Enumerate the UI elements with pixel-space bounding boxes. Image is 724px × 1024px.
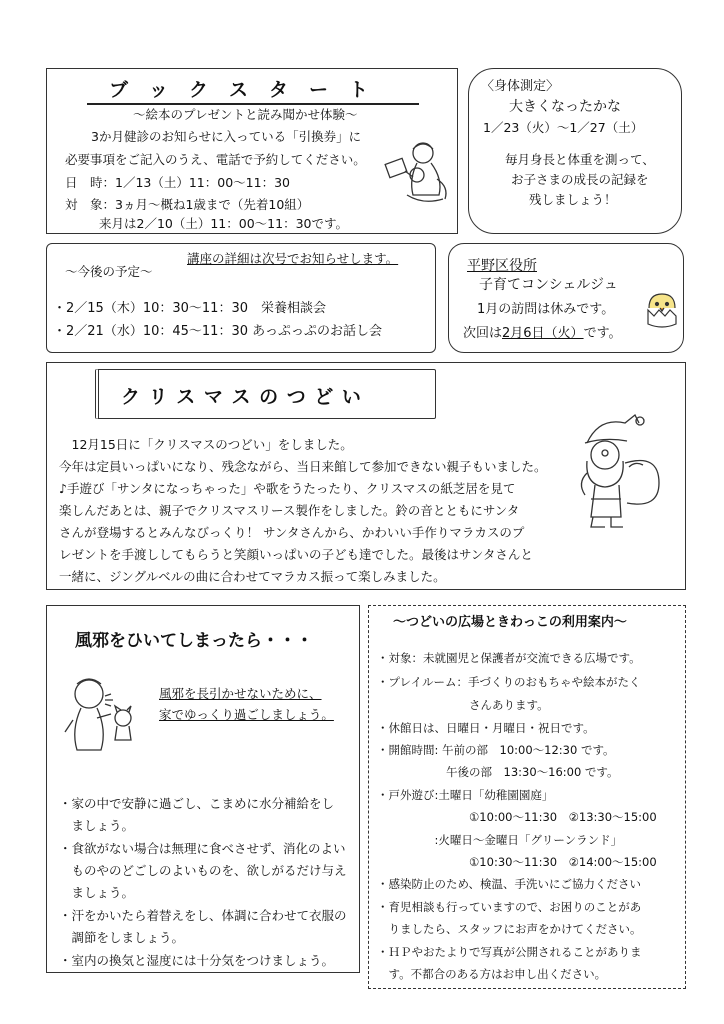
plaza-line-10: ①10:30～11:30 ②14:00～15:00 — [377, 855, 657, 869]
plaza-line-11: ・感染防止のため、検温、手洗いにご協力ください — [377, 877, 642, 891]
plaza-line-7: ・戸外遊び:土曜日「幼稚園園庭」 — [377, 788, 554, 802]
book-start-title-underline — [87, 103, 419, 105]
concierge-subtitle: 子育てコンシェルジュ — [479, 277, 618, 293]
plaza-line-9: :火曜日～金曜日「グリーンランド」 — [377, 833, 623, 847]
measurement-header: 〈身体測定〉 — [481, 79, 560, 94]
book-start-line-4: 対 象：3ヵ月～概ね1歳まで（先着10組） — [65, 197, 310, 212]
cold-box — [46, 605, 360, 973]
book-start-line-1: 3か月健診のお知らせに入っている「引換券」に — [91, 129, 362, 144]
concierge-line-2 — [463, 326, 622, 342]
concierge-next-prefix: 次回は — [463, 326, 503, 341]
plaza-info-box — [368, 605, 686, 989]
chick-illustration — [645, 290, 679, 328]
christmas-line-6: レゼントを手渡ししてもらうと笑顔いっぱいの子ども達でした。最後はサンタさんと — [59, 547, 533, 562]
cold-note-line-2: 家でゆっくり過ごしましょう。 — [159, 707, 334, 722]
christmas-title-scroll — [95, 369, 436, 419]
santa-illustration — [565, 413, 665, 533]
concierge-box — [448, 243, 684, 353]
schedule-header: ～今後の予定～ — [65, 264, 153, 279]
book-start-line-2: 必要事項をご記入のうえ、電話で予約してください。 — [65, 152, 366, 167]
cold-line-6: ・汗をかいたら着替えをし、体調に合わせて衣服の — [59, 908, 347, 923]
book-start-line-5: 来月は2／10（土）11：00～11：30です。 — [99, 216, 348, 231]
book-start-line-3: 日 時：1／13（土）11：00～11：30 — [65, 175, 290, 190]
christmas-line-4: 楽しんだあとは、親子でクリスマスリース製作をしました。鈴の音とともにサンタ — [59, 503, 520, 518]
body-measurement-box — [468, 68, 682, 234]
plaza-line-13: りましたら、スタッフにお声をかけてください。 — [377, 922, 642, 936]
plaza-line-5: ・開館時間: 午前の部 10:00～12:30 です。 — [377, 743, 615, 757]
christmas-line-7: 一緒に、ジングルベルの曲に合わせてマラカス振って楽しみました。 — [59, 569, 446, 584]
concierge-next-date: 2月6日（火） — [502, 326, 584, 341]
measurement-line-2: お子さまの成長の記録を — [511, 172, 649, 187]
sneezing-child-illustration — [61, 670, 141, 760]
schedule-item-2: ・2／21（水）10：45～11：30 あっぷっぷのお話し会 — [53, 324, 382, 339]
plaza-title: ～つどいの広場ときわっこの利用案内～ — [393, 615, 627, 630]
cold-line-2: ましょう。 — [59, 818, 135, 833]
cold-line-7: 調節をしましょう。 — [59, 930, 185, 945]
plaza-line-14: ・ＨＰやおたよりで写真が公開されることがありま — [377, 945, 642, 959]
christmas-line-5: さんが登場するとみんなびっくり！ サンタさんから、かわいい手作りマラカスのプ — [59, 525, 525, 540]
book-start-title: ブ ッ ク ス タ ー ト — [109, 79, 370, 101]
plaza-line-3: さんあります。 — [377, 698, 549, 712]
christmas-line-2: 今年は定員いっぱいになり、残念ながら、当日来館して参加できない親子もいました。 — [59, 459, 547, 474]
christmas-line-3: ♪手遊び「サンタになっちゃった」や歌をうたったり、クリスマスの紙芝居を見て — [59, 481, 516, 496]
cold-line-8: ・室内の換気と湿度には十分気をつけましょう。 — [59, 953, 335, 968]
plaza-line-8: ①10:00～11:30 ②13:30～15:00 — [377, 810, 657, 824]
concierge-line-1: 1月の訪問は休みです。 — [477, 302, 615, 317]
mother-reading-illustration — [377, 139, 453, 209]
plaza-line-12: ・育児相談も行っていますので、お困りのことがあ — [377, 900, 642, 914]
christmas-title: ク リ ス マ ス の つ ど い — [121, 386, 362, 408]
cold-title: 風邪をひいてしまったら・・・ — [75, 631, 313, 651]
cold-line-3: ・食欲がない場合は無理に食べさせず、消化のよい — [59, 841, 346, 856]
book-start-subtitle: ～絵本のプレゼントと読み聞かせ体験～ — [133, 107, 358, 122]
plaza-line-2: ・プレイルーム：手づくりのおもちゃや絵本がたく — [377, 675, 641, 689]
schedule-box — [46, 243, 436, 353]
cold-line-4: ものやのどごしのよいものを、欲しがるだけ与え — [59, 863, 347, 878]
plaza-line-1: ・対象：未就園児と保護者が交流できる広場です。 — [377, 651, 641, 665]
concierge-title: 平野区役所 — [467, 258, 537, 274]
measurement-title: 大きくなったかな — [509, 99, 621, 115]
measurement-line-1: 毎月身長と体重を測って、 — [505, 152, 655, 167]
plaza-line-6: 午後の部 13:30～16:00 です。 — [377, 765, 619, 779]
concierge-next-suffix: です。 — [583, 326, 622, 341]
cold-line-5: ましょう。 — [59, 885, 135, 900]
cold-line-1: ・家の中で安静に過ごし、こまめに水分補給をし — [59, 796, 335, 811]
plaza-line-15: す。不都合のある方はお申し出ください。 — [377, 967, 607, 981]
measurement-date: 1／23（火）～1／27（土） — [483, 120, 644, 135]
book-start-box — [46, 68, 458, 234]
cold-note-line-1: 風邪を長引かせないために、 — [159, 686, 322, 701]
schedule-note: 講座の詳細は次号でお知らせします。 — [187, 251, 399, 266]
measurement-line-3: 残しましょう！ — [529, 192, 617, 207]
christmas-box — [46, 362, 686, 590]
christmas-line-1: 12月15日に「クリスマスのつどい」をしました。 — [59, 437, 353, 452]
schedule-item-1: ・2／15（木）10：30～11：30 栄養相談会 — [53, 301, 326, 316]
plaza-line-4: ・休館日は、日曜日・月曜日・祝日です。 — [377, 721, 595, 735]
